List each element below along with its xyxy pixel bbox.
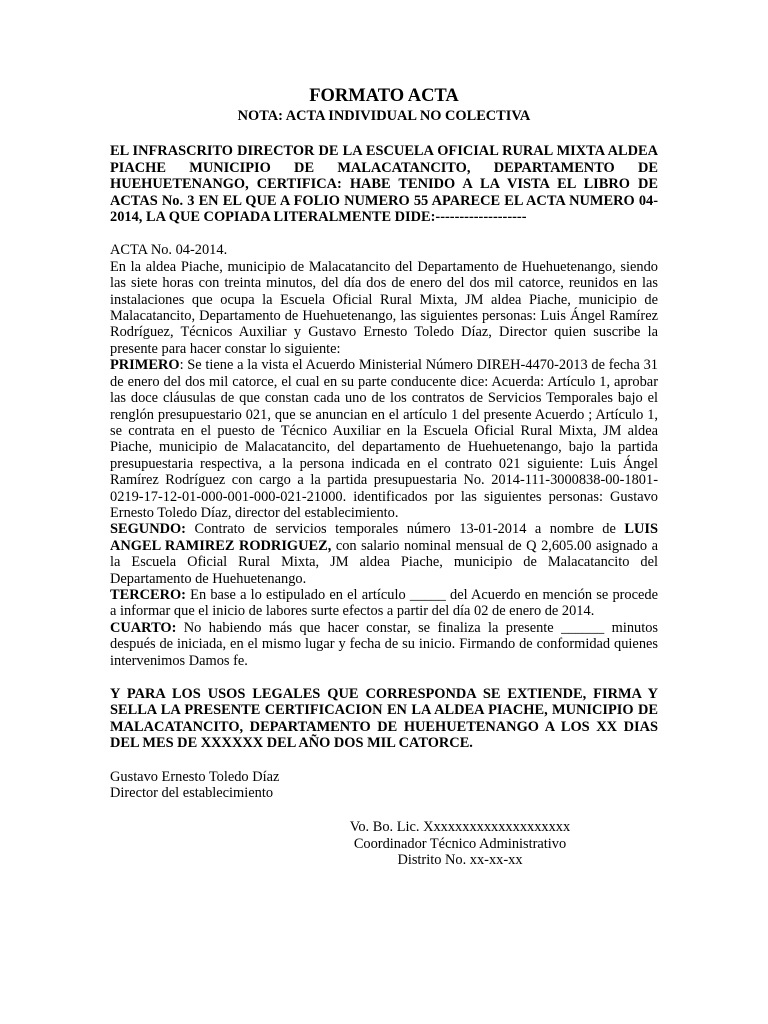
- certification-paragraph: EL INFRASCRITO DIRECTOR DE LA ESCUELA OFICIAL RURAL MIXTA ALDEA PIACHE MUNICIPIO DE MALACATANCITO, DEPARTAMENTO DE HUEHUETENANGO, CERTIFICA: HABE TENIDO A LA VISTA EL LIBRO DE ACTAS No. 3 EN EL QUE A FOLIO NUMERO 55 APARECE EL ACTA NUMERO 04-2014, LA QUE COPIADA LITERALMENTE DIDE:-------------------: [110, 143, 658, 226]
- document-page: [110, 84, 658, 869]
- tercero-paragraph: [110, 587, 658, 620]
- document-title: FORMATO ACTA: [309, 86, 459, 106]
- cuarto-text: No habiendo más que hacer constar, se finaliza la presente ______ minutos después de iniciada, en el mismo lugar y fecha de su inicio. Firmando de conformidad quienes intervenimos Damos fe.: [110, 619, 658, 669]
- cuarto-label: CUARTO:: [110, 619, 177, 636]
- tercero-label: TERCERO:: [110, 586, 186, 603]
- signature-role: Director del establecimiento: [110, 785, 274, 802]
- segundo-label: SEGUNDO:: [110, 521, 186, 538]
- signature-name: Gustavo Ernesto Toledo Díaz: [110, 768, 280, 785]
- tercero-text: En base a lo estipulado en el artículo _____ del Acuerdo en mención se procede a informar que el inicio de labores surte efectos a partir del día 02 de enero de 2014.: [110, 586, 658, 620]
- primero-text: : Se tiene a la vista el Acuerdo Ministerial Número DIREH-4470-2013 de fecha 31 de enero del dos mil catorce, el cual en su parte conducente dice: Acuerda: Artículo 1, aprobar las doce cláusulas de que constan cada uno de los contratos de Servicios Temporales bajo el renglón presupuestario 021, que se anuncian en el artículo 1 del presente Acuerdo ; Artículo 1, se contrata en el puesto de Técnico Auxiliar en la Escuela Oficial Rural Mixta, JM aldea Piache, municipio de Malacatancito, del departamento de Huehuetenango, bajo la partida presupuestaria respectiva, a la persona indicada en el contrato 021 siguiente: Luis Ángel Ramírez Rodríguez con cargo a la partida presupuestaria No. 2014-111-3000838-00-1801-0219-17-12-01-000-001-000-021-21000. identificados por las siguientes personas: Gustavo Ernesto Toledo Díaz, director del establecimiento.: [110, 357, 658, 521]
- vobo-line-3: Distrito No. xx-xx-xx: [397, 852, 523, 869]
- document-note: NOTA: ACTA INDIVIDUAL NO COLECTIVA: [237, 108, 531, 124]
- segundo-text-1: Contrato de servicios temporales número 13-01-2014 a nombre de: [185, 521, 625, 538]
- segundo-paragraph: [110, 521, 658, 587]
- segundo-text-2: con salario nominal mensual de Q 2,605.00 asignado a la Escuela Oficial Rural Mixta, JM aldea Piache, municipio de Malacatancito del Departamento de Huehuetenango.: [110, 537, 658, 587]
- acta-number: ACTA No. 04-2014.: [110, 242, 228, 259]
- cuarto-paragraph: [110, 620, 658, 669]
- closing-paragraph: Y PARA LOS USOS LEGALES QUE CORRESPONDA SE EXTIENDE, FIRMA Y SELLA LA PRESENTE CERTIFICACION EN LA ALDEA PIACHE, MUNICIPIO DE MALACATANCITO, DEPARTAMENTO DE HUEHUETENANGO A LOS XX DIAS DEL MES DE XXXXXX DEL AÑO DOS MIL CATORCE.: [110, 686, 658, 752]
- acta-intro-paragraph: En la aldea Piache, municipio de Malacatancito del Departamento de Huehuetenango, siendo las siete horas con treinta minutos, del día dos de enero del dos mil catorce, reunidos en las instalaciones que ocupa la Escuela Oficial Rural Mixta, JM aldea Piache, municipio de Malacatancito, Departamento de Huehuetenango, las siguientes personas: Luis Ángel Ramírez Rodríguez, Técnicos Auxiliar y Gustavo Ernesto Toledo Díaz, Director quien suscribe la presente para hacer constar lo siguiente:: [110, 258, 658, 357]
- segundo-name: LUIS ANGEL RAMIREZ RODRIGUEZ,: [110, 521, 658, 554]
- vobo-line-2: Coordinador Técnico Administrativo: [353, 835, 567, 852]
- vobo-line-1: Vo. Bo. Lic. Xxxxxxxxxxxxxxxxxxxx: [349, 819, 571, 836]
- signature-block: [110, 769, 658, 802]
- primero-label: PRIMERO: [110, 357, 180, 374]
- vobo-block: [310, 819, 610, 868]
- primero-paragraph: [110, 357, 658, 521]
